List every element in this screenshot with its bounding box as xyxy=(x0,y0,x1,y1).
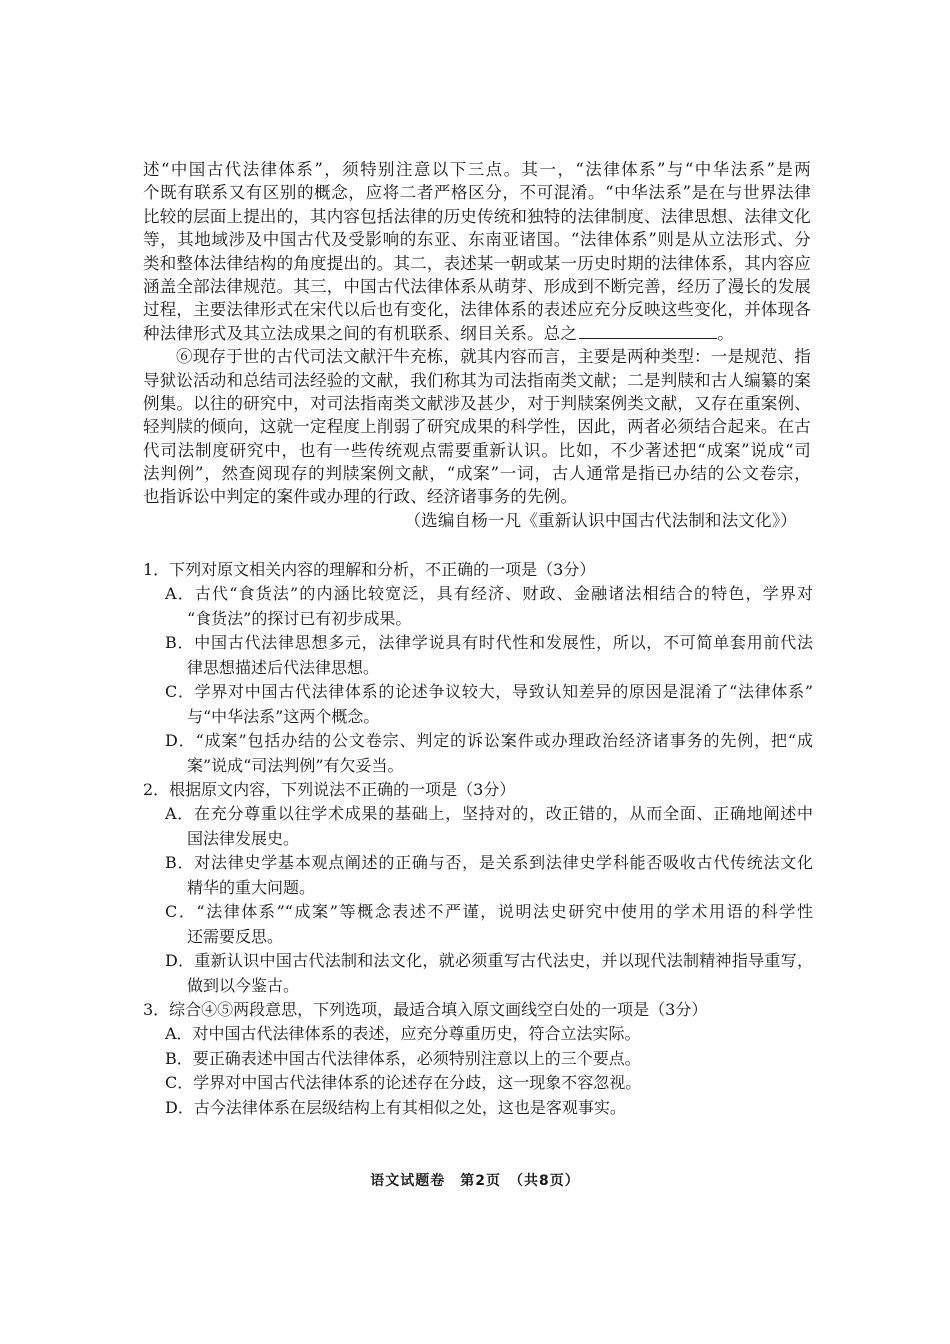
option-line: C．“法律体系”“成案”等概念表述不严谨，说明法史研究中使用的学术用语的科学性 xyxy=(165,902,813,921)
option-a xyxy=(143,582,813,631)
passage-line: 导狱讼活动和总结司法经验的文献，我们称其为司法指南类文献；二是判牍和古人编纂的案 xyxy=(143,370,811,390)
passage-line: 个既有联系又有区别的概念，应将二者严格区分，不可混淆。“中华法系”是在与世界法律 xyxy=(143,183,811,203)
passage-line: 述“中国古代法律体系”，须特别注意以下三点。其一，“法律体系”与“中华法系”是两 xyxy=(143,160,811,179)
passage-line: 等，其地域涉及中国古代及受影响的东亚、东南亚诸国。“法律体系”则是从立法形式、分 xyxy=(143,230,811,250)
option-line: 与“中华法系”这两个概念。 xyxy=(187,706,380,726)
question-stem: 3．综合④⑤两段意思，下列选项，最适合填入原文画线空白处的一项是（3分） xyxy=(143,1000,708,1019)
option-b xyxy=(143,851,813,900)
option-line: D．重新认识中国古代法制和法文化，就必须重写古代法史，并以现代法制精神指导重写， xyxy=(165,951,813,970)
paragraph-5 xyxy=(143,158,811,345)
option-line: C．学界对中国古代法律体系的论述争议较大，导致认知差异的原因是混淆了“法律体系” xyxy=(165,682,813,701)
option-line: 精华的重大问题。 xyxy=(187,877,316,897)
question-list xyxy=(143,558,813,1120)
passage-line: 比较的层面上提出的，其内容包括法律的历史传统和独特的法律制度、法律思想、法律文化 xyxy=(143,206,811,226)
passage-line: 类和整体法律结构的角度提出的。其二，表述某一朝或某一历史时期的法律体系，其内容应 xyxy=(143,253,811,273)
option-d xyxy=(143,729,813,778)
passage-line: 代司法制度研究中，也有一些传统观点需要重新认识。比如，不少著述把“成案”说成“司 xyxy=(143,440,811,460)
question-3 xyxy=(143,998,813,1120)
passage-text: 。 xyxy=(717,323,734,343)
fill-in-blank xyxy=(579,324,717,339)
option-d xyxy=(143,949,813,998)
option-line: C．学界对中国古代法律体系的论述存在分歧，这一现象不容忽视。 xyxy=(165,1073,642,1092)
passage-line: ⑥现存于世的古代司法文献汗牛充栋，就其内容而言，主要是两种类型：一是规范、指 xyxy=(176,347,811,367)
option-line: A．对中国古代法律体系的表述，应充分尊重历史，符合立法实际。 xyxy=(165,1024,641,1043)
reading-passage xyxy=(143,158,811,532)
option-c xyxy=(143,900,813,949)
passage-line: 涵盖全部法律规范。其三，中国古代法律体系从萌芽、形成到不断完善，经历了漫长的发展 xyxy=(143,276,811,296)
question-stem: 2．根据原文内容，下列说法不正确的一项是（3分） xyxy=(143,780,516,799)
option-line: B．中国古代法律思想多元，法律学说具有时代性和发展性，所以，不可简单套用前代法 xyxy=(165,633,813,652)
passage-line: 例集。以往的研究中，对司法指南类文献涉及甚少，对于判牍案例类文献，又存在重案例、 xyxy=(143,393,811,413)
option-line: 律思想描述后代法律思想。 xyxy=(187,657,380,677)
option-d xyxy=(143,1096,813,1121)
option-line: 做到以今鉴古。 xyxy=(187,975,300,995)
option-c xyxy=(143,1071,813,1096)
option-line: 国法律发展史。 xyxy=(187,828,300,848)
option-a xyxy=(143,802,813,851)
page-footer: 语文试题卷 第2页 （共8页） xyxy=(370,1173,580,1189)
paragraph-6 xyxy=(143,345,811,509)
question-stem: 1．下列对原文相关内容的理解和分析，不正确的一项是（3分） xyxy=(143,560,596,579)
passage-line xyxy=(143,322,811,345)
passage-text: 种法律形式及其立法成果之间的有机联系、纲目关系。总之 xyxy=(143,323,578,343)
option-line: “食货法”的探讨已有初步成果。 xyxy=(187,608,412,628)
passage-line: 过程，主要法律形式在宋代以后也有变化，法律体系的表述应充分反映这些变化，并体现各 xyxy=(143,300,811,320)
option-a xyxy=(143,1022,813,1047)
passage-line: 法判例”，然查阅现存的判牍案例文献，“成案”一词，古人通常是指已办结的公文卷宗， xyxy=(143,464,811,484)
question-2 xyxy=(143,778,813,998)
option-b xyxy=(143,1047,813,1072)
option-line: A．古代“食货法”的内涵比较宽泛，具有经济、财政、金融诸法相结合的特色，学界对 xyxy=(165,584,813,603)
passage-line: 轻判牍的倾向，这就一定程度上削弱了研究成果的科学性，因此，两者必须结合起来。在古 xyxy=(143,417,811,437)
option-c xyxy=(143,680,813,729)
passage-line: 也指诉讼中判定的案件或办理的行政、经济诸事务的先例。 xyxy=(143,487,578,507)
option-b xyxy=(143,631,813,680)
option-line: B．要正确表述中国古代法律体系，必须特别注意以上的三个要点。 xyxy=(165,1048,641,1068)
option-line: A．在充分尊重以往学术成果的基础上，坚持对的，改正错的，从而全面、正确地阐述中 xyxy=(165,804,813,823)
option-line: B．对法律史学基本观点阐述的正确与否，是关系到法律史学科能否吸收古代传统法文化 xyxy=(165,853,813,872)
option-line: D．古今法律体系在层级结构上有其相似之处，这也是客观事实。 xyxy=(165,1097,626,1117)
passage-source: （选编自杨一凡《重新认识中国古代法制和法文化》） xyxy=(404,510,797,530)
option-line: 还需要反思。 xyxy=(187,926,284,946)
question-1 xyxy=(143,558,813,778)
option-line: 案”说成“司法判例”有欠妥当。 xyxy=(187,755,404,775)
option-line: D．“成案”包括办结的公文卷宗、判定的诉讼案件或办理政治经济诸事务的先例，把“成 xyxy=(165,731,813,750)
